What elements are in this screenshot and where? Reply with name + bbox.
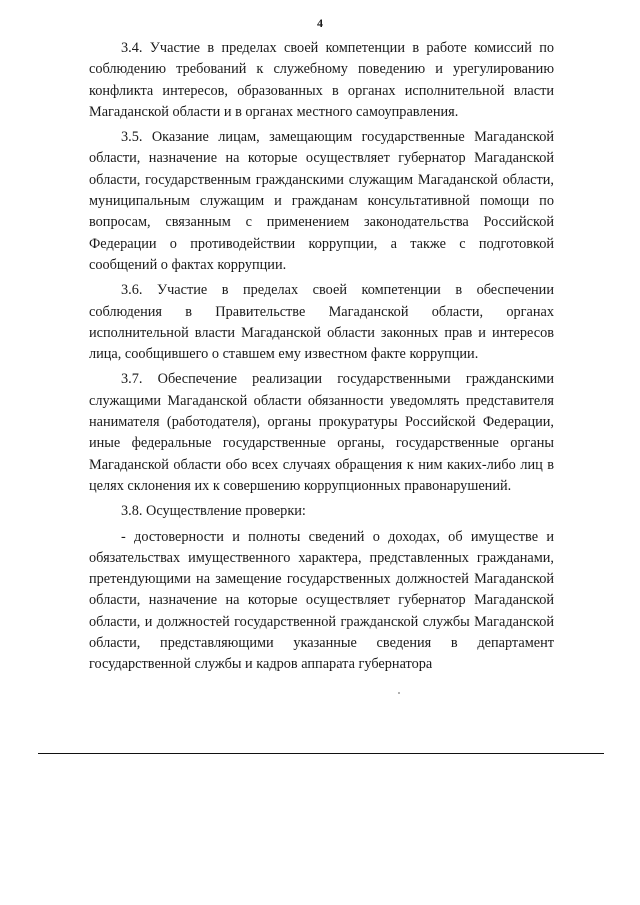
paragraph-3-6: 3.6. Участие в пределах своей компетенции в обеспечении соблюдения в Правительстве Магаданской области, органах исполнительной власти Магаданской области законных прав и интересов лица, сообщившего о ставшем ему известном факте коррупции.: [89, 282, 554, 363]
page-bottom-rule: [38, 753, 604, 754]
paragraph-3-8: 3.8. Осуществление проверки:: [121, 503, 306, 520]
paragraph-3-8-item: - достоверности и полноты сведений о доходах, об имуществе и обязательствах имущественного характера, представленных гражданами, претендующими на замещение государственных должностей Магаданской области, назначение на которые осуществляет губернатор Магаданской области, и должностей государственной гражданской службы Магаданской области, представляющими указанные сведения в департамент государственной службы и кадров аппарата губернатора: [89, 528, 554, 673]
paragraph-3-5: 3.5. Оказание лицам, замещающим государственные Магаданской области, назначение на которые осуществляет губернатор Магаданской области, государственным гражданскими служащим Магаданской области, муниципальным служащим и гражданам консультативной помощи по вопросам, связанным с применением законодательства Российской Федерации о противодействии коррупции, а также с подготовкой сообщений о фактах коррупции.: [89, 129, 554, 273]
paragraph-3-7: 3.7. Обеспечение реализации государственными гражданскими служащими Магаданской области обязанности уведомлять представителя нанимателя (работодателя), органы прокуратуры Российской Федерации, иные федеральные государственные органы, государственные органы Магаданской области обо всех случаях обращения к ним каких-либо лиц в целях склонения их к совершению коррупционных правонарушений.: [89, 371, 554, 494]
scan-speck: [398, 692, 400, 694]
document-body: [89, 38, 554, 676]
paragraph-3-4: 3.4. Участие в пределах своей компетенции в работе комиссий по соблюдению требований к служебному поведению и урегулированию конфликта интересов, образованных в органах исполнительной власти Магаданской области и в органах местного самоуправления.: [89, 40, 554, 120]
page-number: 4: [317, 16, 323, 30]
